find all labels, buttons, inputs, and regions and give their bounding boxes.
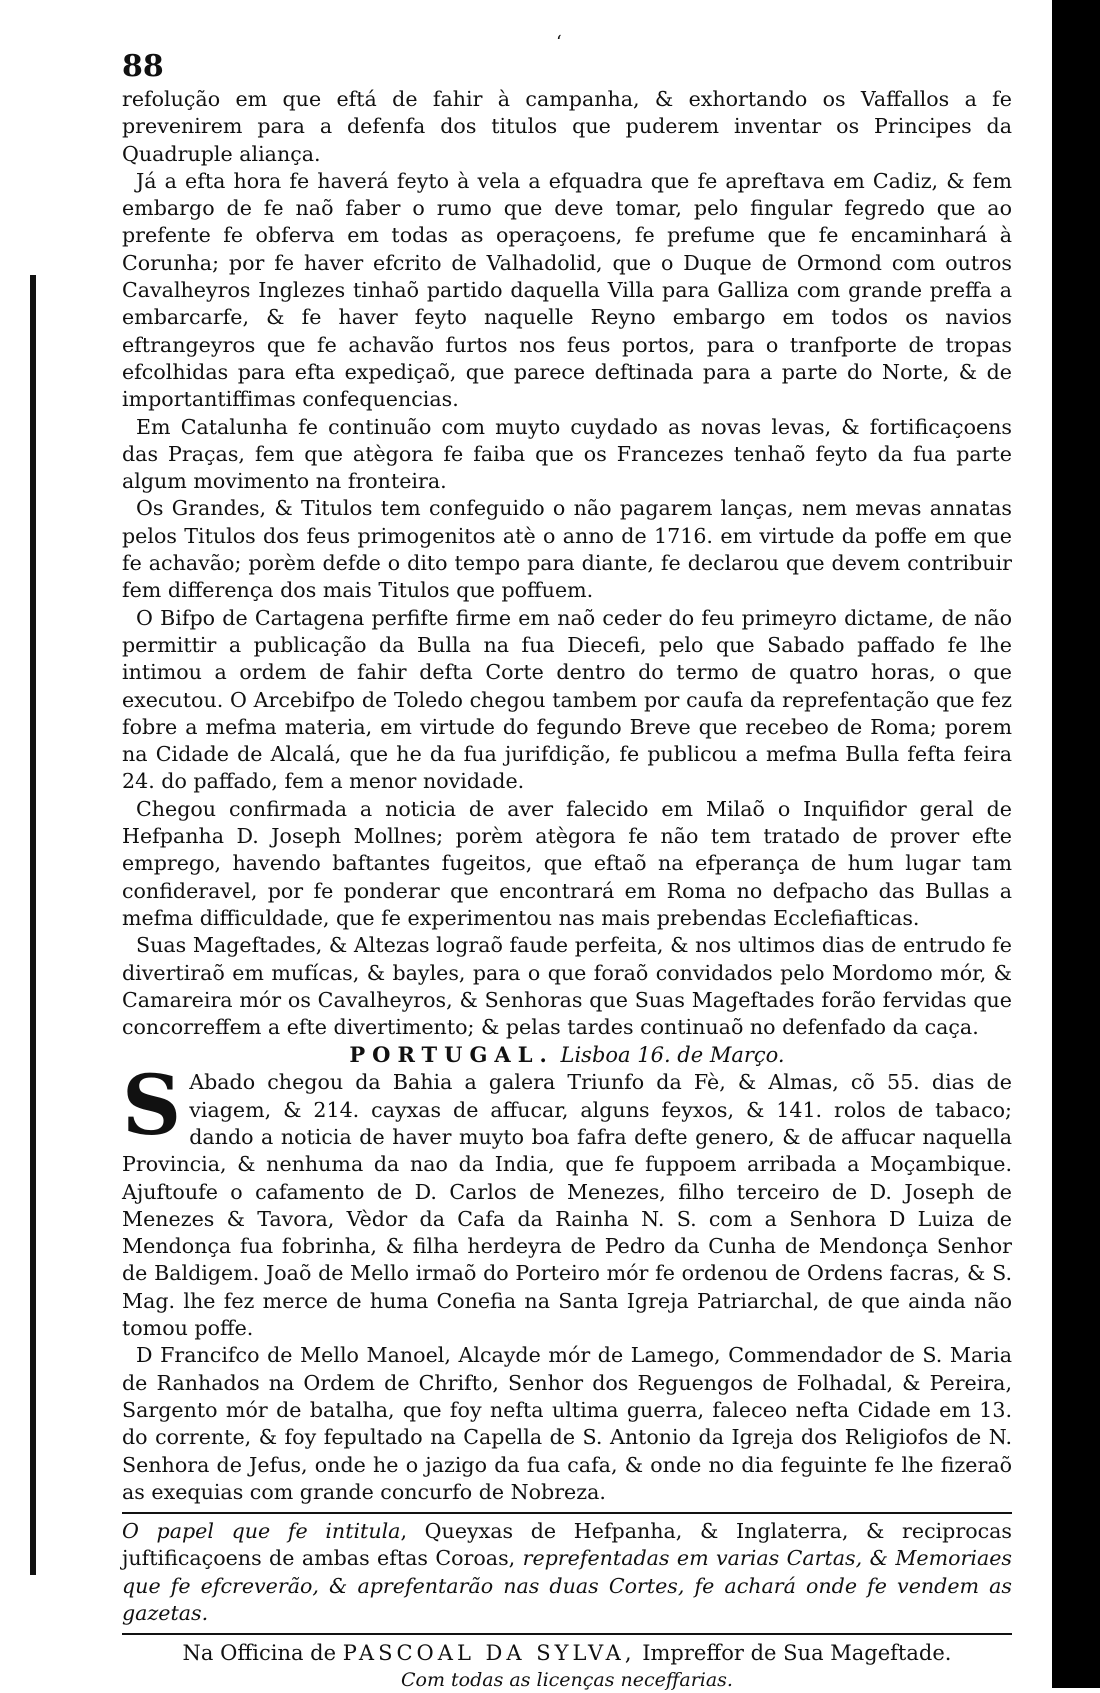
right-page-edge [1052,0,1100,1688]
divider-rule [122,1512,1012,1514]
paragraph: Os Grandes, & Titulos tem confeguido o não pagarem lanças, nem mevas annatas pelos Titulos dos feus primogenitos atè o anno de 1716. em virtude da poffe em que fe achavão; porèm defde o dito tempo para diante, fe declarou que devem contribuir fem differença dos mais Titulos que poffuem. [122,496,1012,603]
paragraph: Suas Mageftades, & Altezas lograõ faude perfeita, & nos ultimos dias de entrudo fe divertiraõ em mufícas, & bayles, para o que foraõ convidados pelo Mordomo mór, & Camareira mór os Cavalheyros, & Senhoras que Suas Mageftades forão fervidas que concorreffem a efte divertimento; & pelas tardes continuaõ no defenfado da caça. [122,933,1012,1040]
imprint-prefix: Na Officina de [182,1641,337,1666]
section-heading [122,1041,1012,1069]
page-number: 88 [122,49,164,84]
imprint [122,1639,1012,1667]
paragraph: O Bifpo de Cartagena perfifte firme em naõ ceder do feu primeyro dictame, de não permittir a publicação da Bulla na fua Diecefi, pelo que Sabado paffado fe lhe intimou a ordem de fahir defta Corte dentro do termo de quatro horas, o que executou. O Arcebifpo de Toledo chegou tambem por caufa da reprefentação que fez fobre a mefma materia, em virtude do fegundo Breve que recebeo de Roma; porem na Cidade de Alcalá, que he da fua jurifdição, fe publicou a mefma Bulla fefta feira 24. do paffado, fem a menor novidade. [122,605,1012,794]
ink-mark: ʻ [556,32,562,53]
paragraph: Em Catalunha fe continuão com muyto cuydado as novas levas, & fortificaçoens das Praças, fem que atègora fe faiba que os Francezes tenhaõ feyto da fua parte algum movimento na fronteira. [122,414,1012,494]
left-page-edge [0,275,36,1575]
paragraph: refolução em que eftá de fahir à campanha, & exhortando os Vaffallos a fe prevenirem para a defenfa dos titulos que puderem inventar os Principes da Quadruple aliança. [122,87,1012,166]
heading-country: PORTUGAL. [349,1042,554,1068]
paragraph-portugal [122,1058,1012,1342]
imprint-suffix: Impreffor de Sua Mageftade. [642,1641,952,1666]
notice-part: O papel que fe intitula [122,1519,401,1544]
heading-dateline: Lisboa 16. de Março. [560,1043,785,1068]
paragraph: D Francifco de Mello Manoel, Alcayde mór de Lamego, Commendador de S. Maria de Ranhados na Ordem de Chrifto, Senhor dos Reguengos de Folhadal, & Pereira, Sargento mór de batalha, que foy nefta ultima guerra, faleceo nefta Cidade em 13. do corrente, & foy fepultado na Capella de S. Antonio da Igreja dos Religiofos de N. Senhora de Jefus, onde he o jazigo da fua cafa, & onde no dia feguinte fe lhe fizeraõ as exequias com grande concurfo de Nobreza. [122,1343,1012,1504]
divider-rule [122,1633,1012,1635]
paragraph: Chegou confirmada a noticia de aver falecido em Milaõ o Inquifidor geral de Hefpanha D. Joseph Mollnes; porèm atègora fe não tem tratado de prover efte emprego, havendo baftantes fugeitos, que eftaõ na efperança de hum lugar tam confideravel, por fe ponderar que encontrará em Roma no defpacho das Bullas a mefma difficuldade, que fe experimentou nas mais prebendas Ecclefiafticas. [122,796,1012,930]
notice-part: , Queyxas de Hefpanha, & Inglaterra, & reciprocas juftificaçoens de ambas eftas Coroas, [122,1519,1012,1571]
licence-line: Com todas as licenças neceffarias. [401,1669,733,1692]
notice-part: reprefentadas em varias Cartas, & Memoriaes que fe efcreverão, & aprefentarão nas duas Cortes, fe achará onde fe vendem as gazetas. [122,1546,1012,1626]
drop-cap: S [122,1058,182,1155]
paragraph-portugal-text: Abado chegou da Bahia a galera Triunfo da Fè, & Almas, cõ 55. dias de viagem, & 214. cayxas de affucar, alguns feyxos, & 141. rolos de tabaco; dando a noticia de haver muyto boa fafra defte genero, & de affucar naquella Provincia, & nenhuma da nao da India, que fe fuppoem arribada a Moçambique. Ajuftoufe o cafamento de D. Carlos de Menezes, filho terceiro de D. Joseph de Menezes & Tavora, Vèdor da Cafa da Rainha N. S. com a Senhora D Luiza de Mendonça fua fobrinha, & filha herdeyra de Pedro da Cunha de Mendonça Senhor de Baldigem. Joaõ de Mello irmaõ do Porteiro mór fe ordenou de Ordens facras, & S. Mag. lhe fez merce de huma Conefia na Santa Igreja Patriarchal, de que ainda não tomou poffe. [122,1070,1012,1341]
paragraph: Já a efta hora fe haverá feyto à vela a efquadra que fe apreftava em Cadiz, & fem embargo de fe naõ faber o rumo que deve tomar, pelo fingular fegredo que ao prefente fe obferva em todas as operaçoens, fe prefume que fe encaminhará à Corunha; por fe haver efcrito de Valhadolid, que o Duque de Ormond com outros Cavalheyros Inglezes tinhaõ partido daquella Villa para Galliza com grande preffa a embarcarfe, & fe haver feyto naquelle Reyno embargo em todos os navios eftrangeyros que fe achavão furtos nos feus portos, para o tranfporte de tropas efcolhidas para efta expediçaõ, que parece deftinada para a parte do Norte, & de importantiffimas confequencias. [122,168,1012,412]
notice [122,1518,1012,1627]
imprint-press: PASCOAL DA SYLVA, [342,1641,636,1666]
gazette-page [122,50,1012,1693]
